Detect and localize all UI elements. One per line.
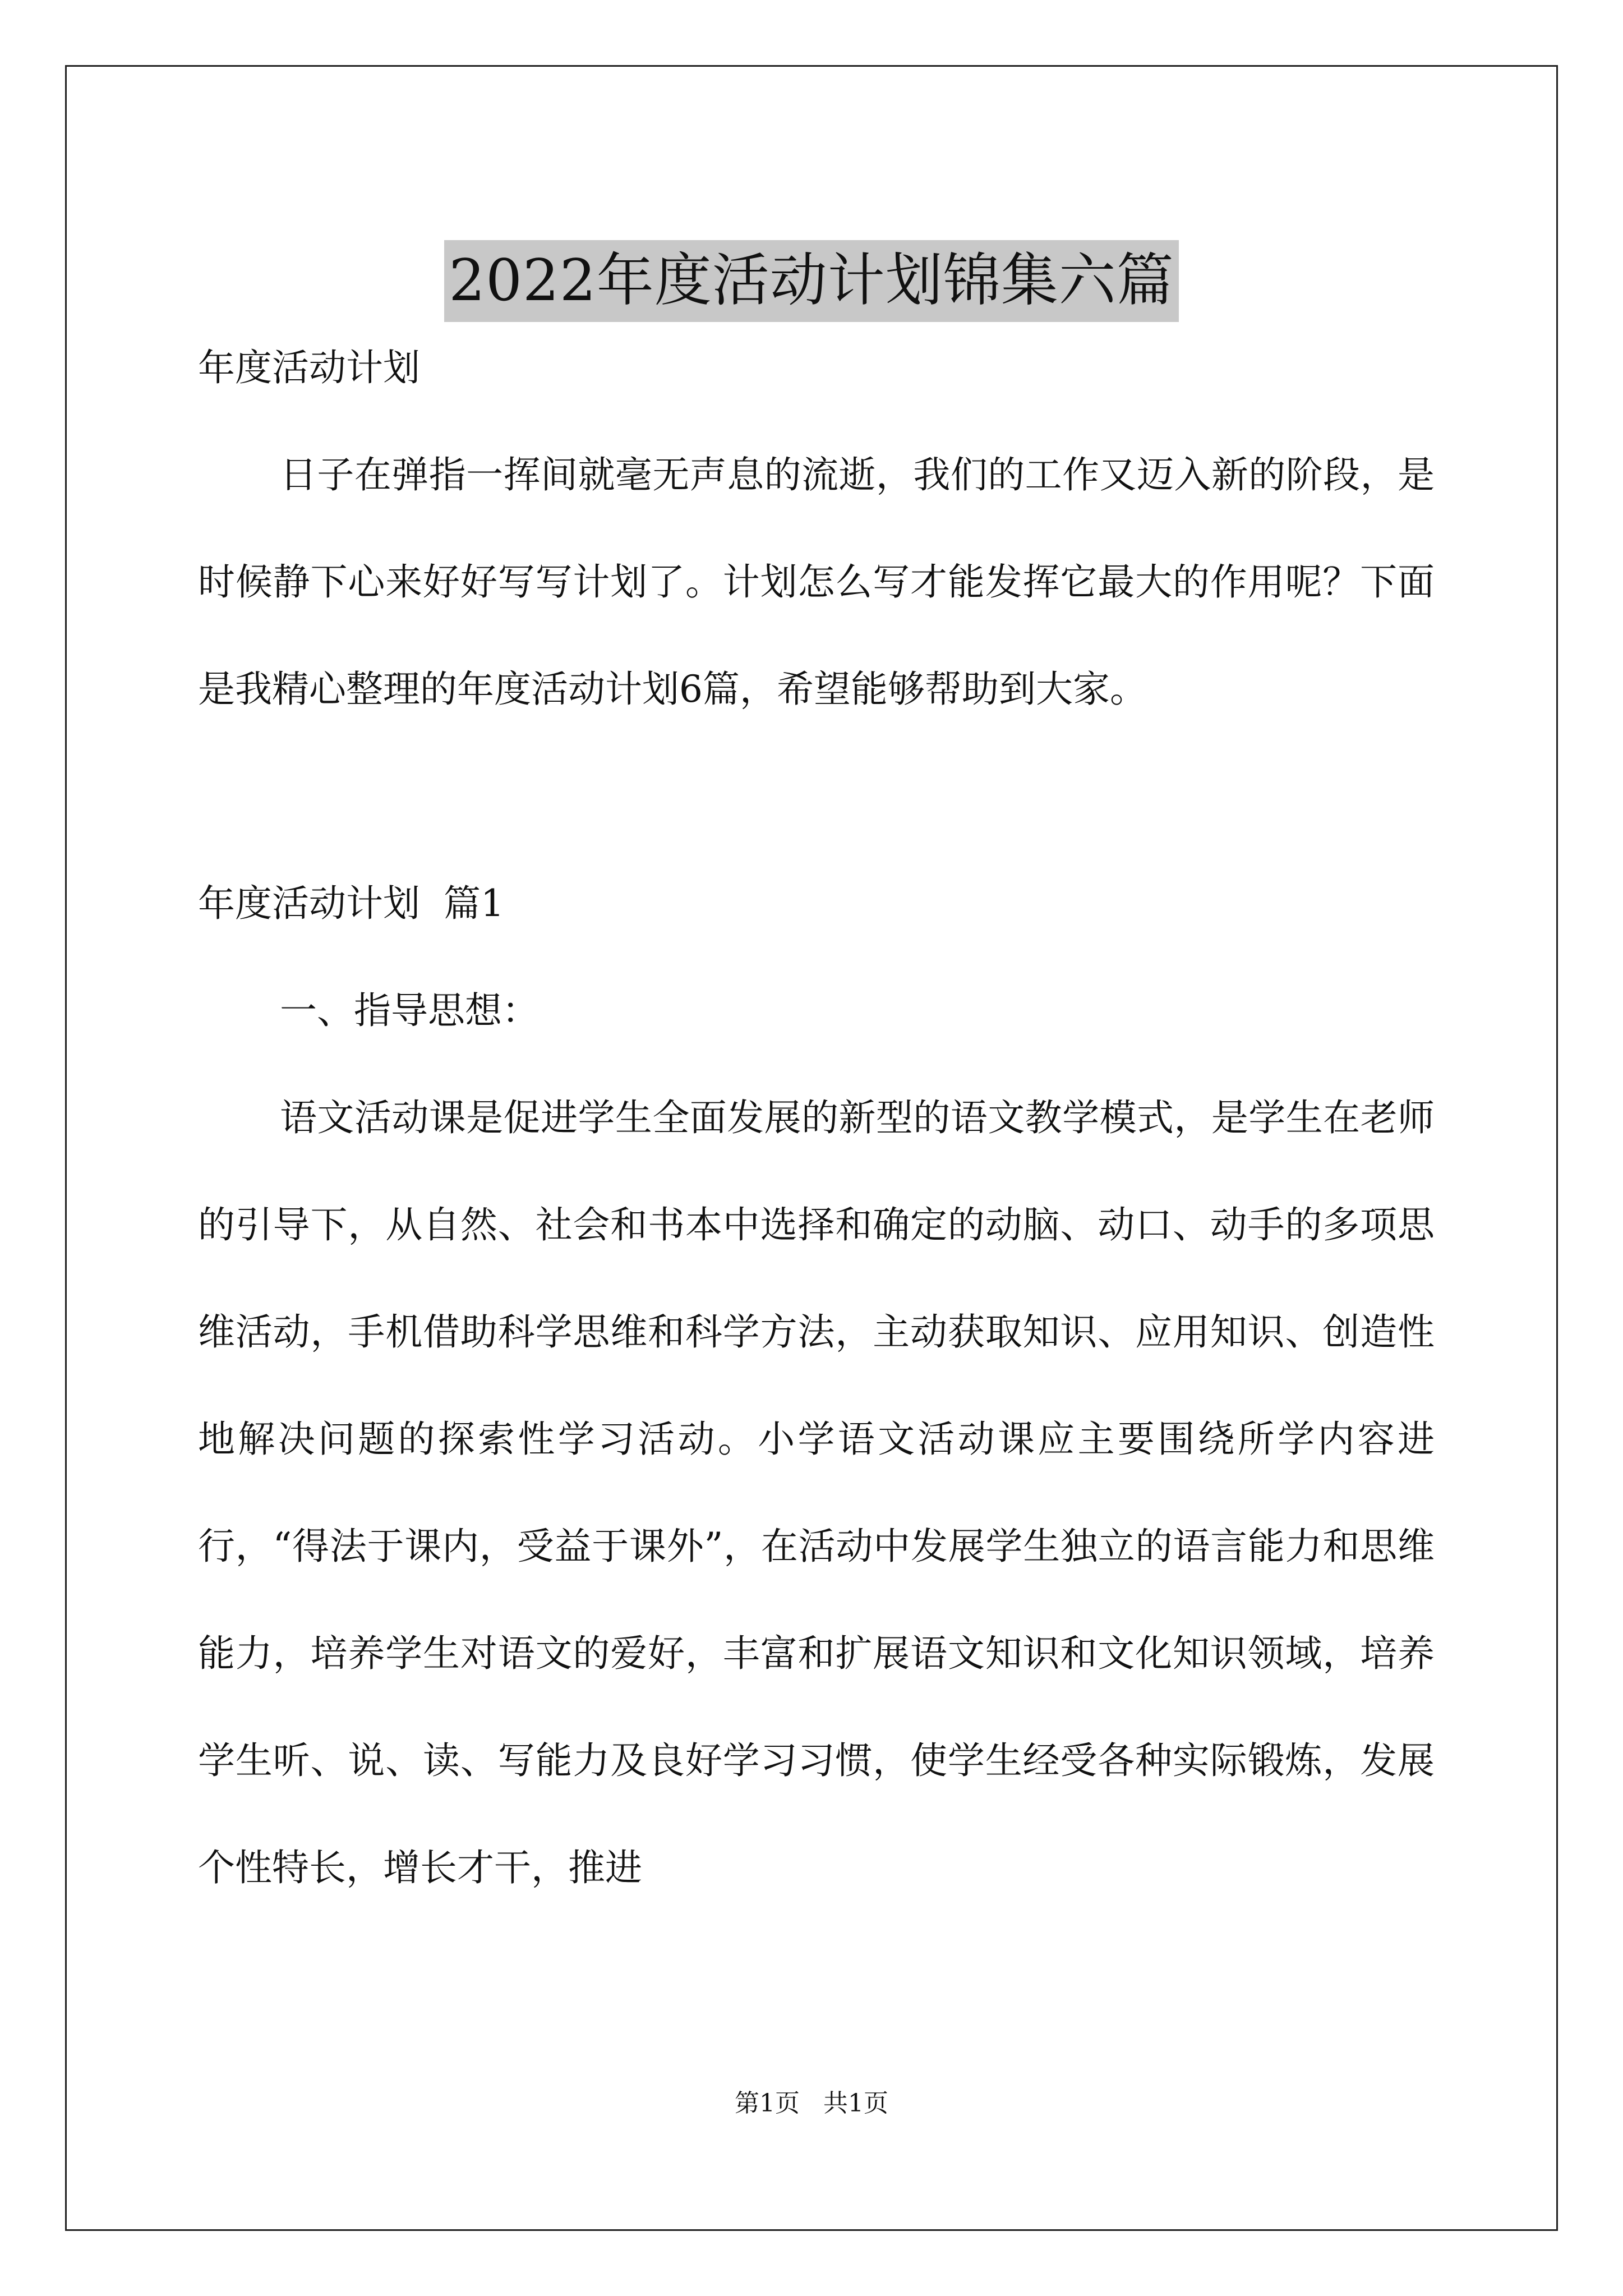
document-title: 2022年度活动计划锦集六篇 <box>444 240 1179 322</box>
paragraph-gap <box>198 743 1435 850</box>
page-footer: 第1页 共1页 <box>735 2089 888 2118</box>
intro-paragraph: 日子在弹指一挥间就毫无声息的流逝，我们的工作又迈入新的阶段，是时候静下心来好好写写计划了。计划怎么写才能发挥它最大的作用呢？下面是我精心整理的年度活动计划6篇，希望能够帮助到大家。 <box>198 453 1435 711</box>
document-body <box>198 314 1435 1921</box>
section-heading: 年度活动计划 篇1 <box>198 882 504 925</box>
subheading: 一、指导思想： <box>280 989 539 1032</box>
body-paragraph: 语文活动课是促进学生全面发展的新型的语文教学模式，是学生在老师的引导下，从自然、社会和书本中选择和确定的动脑、动口、动手的多项思维活动，手机借助科学思维和科学方法，主动获取知识、应用知识、创造性地解决问题的探索性学习活动。小学语文活动课应主要围绕所学内容进行，“得法于课内，受益于课外”，在活动中发展学生独立的语言能力和思维能力，培养学生对语文的爱好，丰富和扩展语文知识和文化知识领域，培养学生听、说、读、写能力及良好学习习惯，使学生经受各种实际锻炼，发展个性特长，增长才干，推进 <box>198 1096 1435 1889</box>
intro-heading: 年度活动计划 <box>198 346 420 389</box>
